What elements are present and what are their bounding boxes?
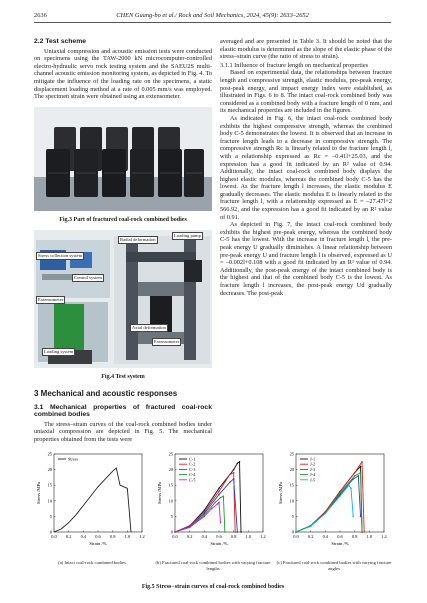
- series-line-C-3: [175, 479, 237, 532]
- x-tick-label: 1.2: [260, 534, 266, 539]
- series-line-J-3: [296, 476, 361, 532]
- series-point-J-5: [295, 531, 297, 533]
- series-point-C-3: [229, 481, 231, 483]
- series-point-J-5: [325, 512, 327, 514]
- legend-label-C-3: C-3: [189, 466, 196, 472]
- right-paragraph-2: Based on experimental data, the relationships between fracture length and compressive strength, elastic modulus, pre-peak energy, post-peak energy, and impact energy index were established, as illustrated in Figs. 6 to 8. The intact coal-rock combined body was considered as a combined body with a fracture length of 0 mm, and its mechanical properties are included in the figures.: [220, 69, 392, 115]
- fig4-caption: Fig.4 Test system: [101, 374, 145, 381]
- y-tick-label: 5: [49, 513, 52, 519]
- series-line-J-5: [296, 485, 353, 532]
- series-point-J-1: [360, 466, 362, 468]
- series-point-J-4: [360, 472, 362, 474]
- x-axis-label: Strain /%: [210, 541, 228, 546]
- series-point-C-1: [237, 463, 239, 465]
- plot-frame: [54, 454, 142, 532]
- fig5b-caption: (b) Fractured coal-rock combined bodies with varying fracture lengths: [155, 560, 271, 571]
- legend-label-C-1: C-1: [189, 456, 196, 462]
- series-point-C-5: [204, 516, 206, 518]
- fig5c-panel: [276, 448, 392, 578]
- page-number: 2636: [34, 12, 47, 19]
- label-radial-deformation: Radial deformation: [120, 237, 156, 243]
- coal-rock-specimens-image: [34, 107, 212, 211]
- label-axial-deformation: Axial deformation: [132, 325, 166, 331]
- series-point-J-2: [354, 472, 356, 474]
- right-paragraph-3: As indicated in Fig. 6, the intact coal-rock combined body exhibits the highest compressive strength, whereas the combined body C-5 demonstrates the lowest. It is observed that an increase in fracture length leads to a decrease in compressive strength. The compressive strength Rc is linearly related to the fracture length l, with a relationship expressed as Rc = –0.41l+25.03, and the expression has a good fit indicated by an R² value of 0.94. Additionally, the intact coal-rock combined body displays the highest elastic modulus, whereas the combined body C-5 has the lowest. As the fracture length l increases, the elastic modulus E gradually decreases. The elastic modulus E is linearly related to the fracture length l, with a relationship expressed as E = –27.47l+2 566.92, and the expression has a good fit indicated by an R² value of 0.91.: [220, 114, 392, 221]
- label-control-system: Control system: [74, 275, 102, 281]
- y-tick-label: 15: [47, 482, 52, 488]
- x-tick-label: 1.0: [245, 534, 252, 539]
- y-tick-label: 15: [168, 482, 173, 488]
- y-tick-label: 20: [168, 467, 173, 473]
- legend-label-Stress: Stress: [68, 456, 79, 462]
- fig5b-chart: [155, 448, 271, 558]
- legend-label-C-2: C-2: [189, 461, 196, 467]
- label-loading-system: Loading system: [44, 349, 74, 355]
- series-point-C-5: [218, 502, 220, 504]
- x-tick-label: 0.8: [109, 534, 116, 539]
- legend-label-J-1: J-1: [310, 456, 316, 462]
- series-point-C-5: [189, 527, 191, 529]
- series-point-J-4: [339, 492, 341, 494]
- series-point-J-3: [360, 516, 362, 518]
- fig5b-panel: [155, 448, 271, 578]
- series-line-C-4: [175, 496, 225, 532]
- y-axis-label: Stress /MPa: [278, 481, 283, 505]
- fig3-caption: Fig.3 Part of fractured coal-rock combined bodies: [59, 216, 187, 223]
- x-tick-label: 1.0: [366, 534, 373, 539]
- series-point-C-3: [233, 478, 235, 480]
- y-tick-label: 10: [47, 498, 52, 504]
- y-tick-label: 10: [168, 498, 173, 504]
- series-point-C-1: [239, 461, 241, 463]
- label-stress-collection-system: Stress collection system: [38, 253, 83, 259]
- right-column: [220, 38, 392, 297]
- x-axis-label: Strain /%: [89, 541, 107, 546]
- series-point-J-5: [352, 516, 354, 518]
- x-tick-label: 0.2: [65, 534, 72, 539]
- series-point-C-2: [218, 491, 220, 493]
- x-tick-label: 0.8: [351, 534, 358, 539]
- series-point-C-4: [224, 531, 226, 533]
- x-axis-label: Strain /%: [331, 541, 349, 546]
- y-axis-label: Stress /MPa: [36, 481, 41, 505]
- series-point-C-4: [220, 497, 222, 499]
- legend-label-J-4: J-4: [310, 472, 316, 478]
- y-tick-label: 15: [289, 482, 294, 488]
- series-point-C-2: [233, 472, 235, 474]
- series-point-J-5: [339, 495, 341, 497]
- fig5a-chart: [34, 448, 150, 558]
- x-tick-label: 0.8: [230, 534, 237, 539]
- series-point-C-3: [237, 531, 239, 533]
- left-column: [34, 38, 212, 444]
- fig5-caption: Fig.5 Stress−strain curves of coal-rock combined bodies: [141, 584, 285, 590]
- legend-label-J-2: J-2: [310, 461, 316, 467]
- x-tick-label: 0.4: [80, 534, 87, 539]
- x-tick-label: 1.2: [139, 534, 145, 539]
- y-tick-label: 10: [289, 498, 294, 504]
- fig5c-chart: [276, 448, 392, 558]
- x-tick-label: 0.0: [51, 534, 57, 539]
- series-point-C-5: [211, 508, 213, 510]
- legend-label-J-5: J-5: [310, 477, 316, 483]
- series-point-J-3: [358, 475, 360, 477]
- y-tick-label: 0: [170, 529, 173, 535]
- section-3-1-text: The stress–strain curves of the coal-rock combined bodies under uniaxial compression are depicted in Fig. 5. The mechanical properties obtained from the tests were: [34, 420, 212, 443]
- fig5c-caption: (c) Fractured coal-rock combined bodies with varying fracture angles: [276, 560, 392, 571]
- y-tick-label: 25: [47, 451, 52, 457]
- series-point-J-5: [350, 488, 352, 490]
- x-tick-label: 0.6: [95, 534, 101, 539]
- series-point-J-2: [361, 461, 363, 463]
- x-tick-label: 0.2: [186, 534, 193, 539]
- section-2-2-title: 2.2 Test scheme: [34, 38, 87, 45]
- series-point-C-2: [234, 531, 236, 533]
- x-tick-label: 0.4: [322, 534, 329, 539]
- section-3-1-title: 3.1 Mechanical properties of fractured coal-rock combined bodies: [34, 403, 212, 419]
- series-point-J-4: [354, 475, 356, 477]
- legend-label-C-4: C-4: [189, 472, 196, 478]
- legend-label-J-3: J-3: [310, 466, 316, 472]
- y-tick-label: 25: [289, 451, 294, 457]
- series-point-C-3: [218, 494, 220, 496]
- section-3-1-1-title: 3.1.1 Influence of fracture length on mechanical properties: [220, 61, 369, 69]
- y-axis-label: Stress /MPa: [157, 481, 162, 505]
- series-point-J-2: [363, 531, 365, 533]
- fig5-charts: [34, 448, 392, 578]
- section-3-title: 3 Mechanical and acoustic responses: [34, 388, 178, 398]
- series-point-C-5: [217, 503, 219, 505]
- y-tick-label: 20: [47, 467, 52, 473]
- section-2-2-text: Uniaxial compression and acoustic emission tests were conducted on specimens using the TAW-2000 kN microcomputer-controlled electro-hydraulic servo rock testing system and the SAEU2S multi-channel acoustic emission monitoring system, as depicted in Fig. 4. To mitigate the influence of the loading rate on the specimens, a static displacement loading method at a rate of 0.005 mm/s was employed. The specimen strain were obtained using an extensometer.: [34, 47, 213, 101]
- journal-citation: CHEN Guang-bo et al./ Rock and Soil Mechanics, 2024, 45(9): 2633–2652: [116, 12, 309, 19]
- y-tick-label: 5: [291, 513, 294, 519]
- label-loading-pump: Loading pump: [174, 233, 201, 239]
- series-point-C-1: [240, 531, 242, 533]
- label-extensometer-right: Extensometer: [154, 339, 180, 345]
- x-tick-label: 0.4: [201, 534, 208, 539]
- page-header: [34, 10, 391, 23]
- series-line-C-2: [175, 473, 235, 532]
- x-tick-label: 0.6: [216, 534, 222, 539]
- x-tick-label: 0.6: [337, 534, 343, 539]
- fig5a-panel: [34, 448, 150, 578]
- fig3-photo: [34, 107, 212, 211]
- series-point-J-4: [361, 531, 363, 533]
- x-tick-label: 0.2: [307, 534, 314, 539]
- right-paragraph-4: As depicted in Fig. 7, the intact coal-rock combined body exhibits the highest pre-peak energy, whereas the combined body C-5 has the lowest. With the increase in fracture length l, the pre-peak energy U gradually diminishes. A linear relationship between pre-peak energy U and fracture length l is observed, expressed as U = –0.002l+0.108 with a good fit indicated by an R² value of 0.94. Additionally, the post-peak energy of the intact combined body is the highest and that of the combined body C-5 is the lowest. As fracture length l increases, the post-peak energy Ud gradually decreases. The post-peak: [220, 221, 392, 297]
- series-point-C-4: [223, 495, 225, 497]
- x-tick-label: 1.0: [124, 534, 131, 539]
- label-extensometer-left: Extensometer: [38, 297, 64, 303]
- series-point-C-5: [174, 531, 176, 533]
- series-point-C-5: [220, 522, 222, 524]
- y-tick-label: 25: [168, 451, 173, 457]
- series-point-C-4: [215, 502, 217, 504]
- legend-label-C-5: C-5: [189, 477, 196, 483]
- x-tick-label: 0.0: [172, 534, 178, 539]
- series-point-C-2: [229, 473, 231, 475]
- right-paragraph-1: averaged and are presented in Table 3. It should be noted that the elastic modulus is determined as the slope of the elastic phase of the stress–strain curve (the ratio of stress to strain).: [220, 38, 392, 61]
- series-line-Stress: [54, 468, 131, 532]
- x-tick-label: 1.2: [381, 534, 387, 539]
- series-line-C-1: [175, 462, 241, 532]
- series-point-C-1: [218, 488, 220, 490]
- y-tick-label: 20: [289, 467, 294, 473]
- series-point-J-5: [310, 526, 312, 528]
- x-tick-label: 0.0: [293, 534, 299, 539]
- y-tick-label: 0: [291, 529, 294, 535]
- y-tick-label: 0: [49, 529, 52, 535]
- fig4-photo: [34, 230, 212, 368]
- series-point-C-1: [233, 469, 235, 471]
- fig5a-caption: (a) Intact coal-rock combined bodies: [58, 560, 126, 565]
- y-tick-label: 5: [170, 513, 173, 519]
- series-point-J-5: [348, 484, 350, 486]
